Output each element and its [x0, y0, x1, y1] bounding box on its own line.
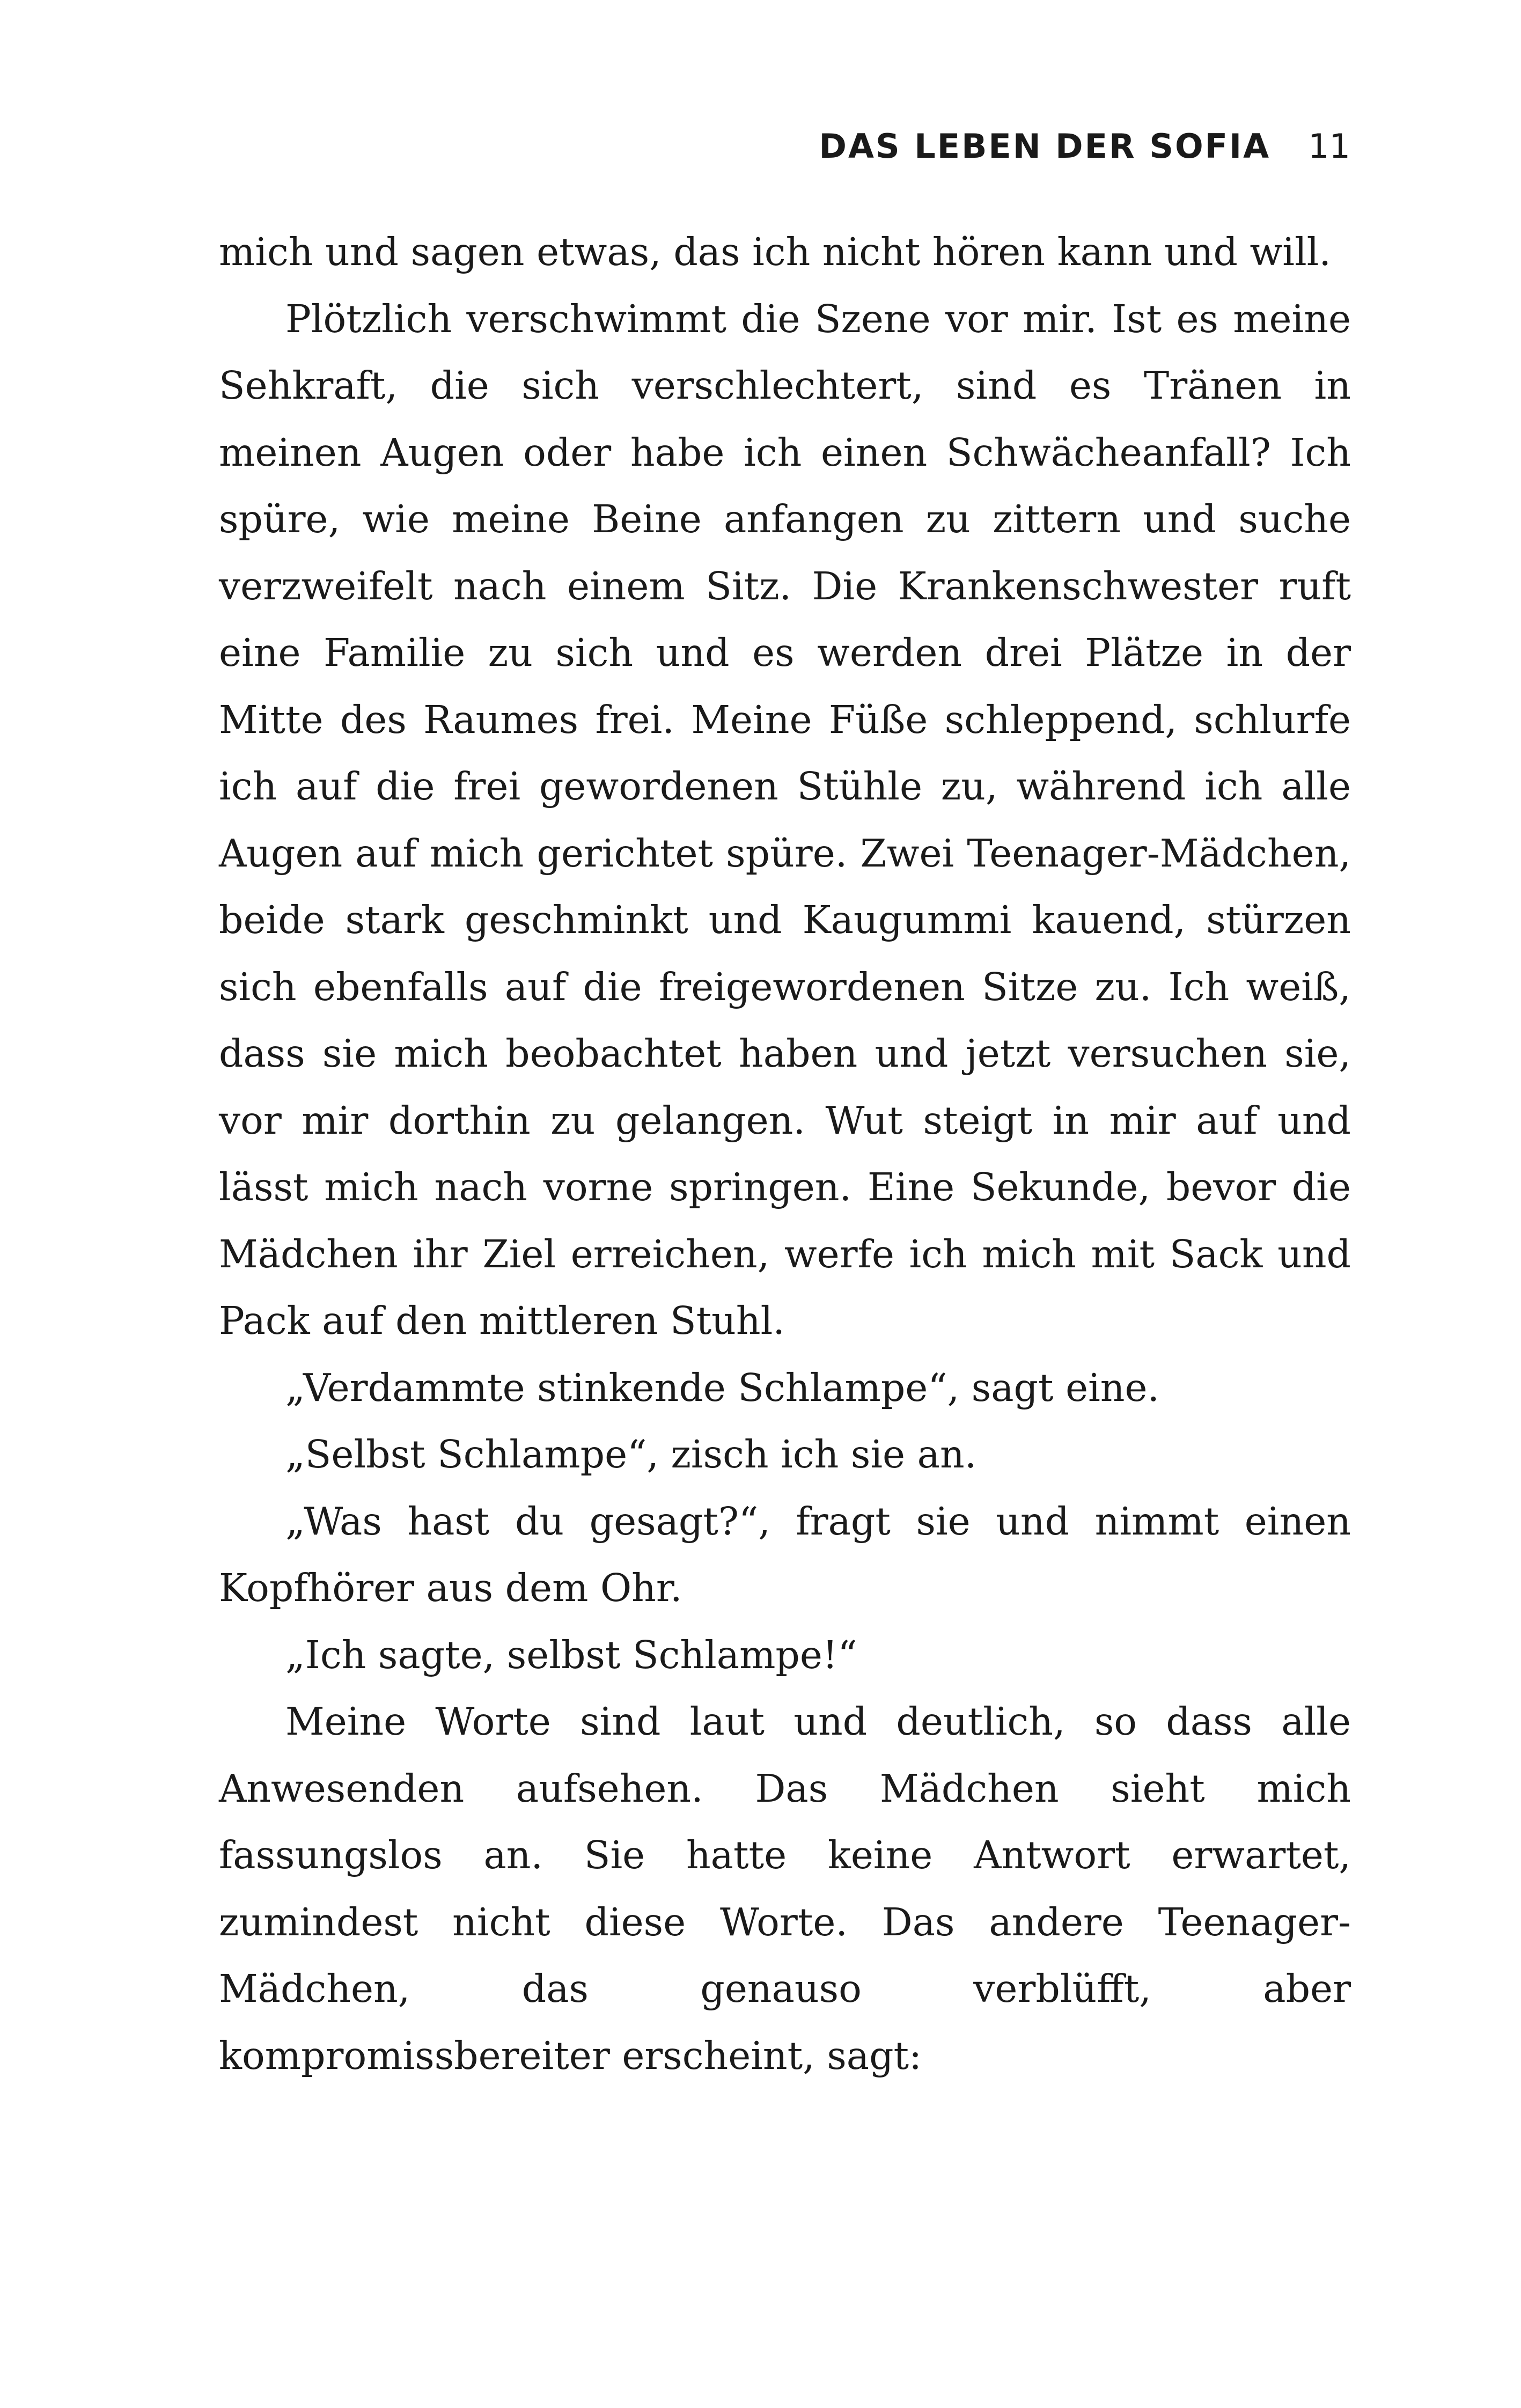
- paragraph: Meine Worte sind laut und deutlich, so dass alle Anwesenden aufsehen. Das Mädchen sieht mich fassungslos an. Sie hatte keine Antwort erwartet, zumindest nicht diese Worte. Das andere Teenager-Mädchen, das genauso verblüfft, aber kompromissbereiter erscheint, sagt:: [219, 1699, 1351, 2078]
- dialogue-line: „Selbst Schlampe“, zisch ich sie an.: [285, 1432, 977, 1477]
- page-number: 11: [1308, 126, 1350, 166]
- dialogue-line: „Was hast du gesagt?“, fragt sie und nimmt einen Kopfhörer aus dem Ohr.: [219, 1499, 1351, 1610]
- running-header: [819, 119, 1350, 173]
- dialogue-line: „Verdammte stinkende Schlampe“, sagt eine.: [285, 1365, 1160, 1410]
- running-title: DAS LEBEN DER SOFIA: [819, 126, 1271, 166]
- paragraph-continuation: mich und sagen etwas, das ich nicht hören kann und will.: [219, 230, 1331, 274]
- body-text: [219, 219, 1351, 2089]
- dialogue-line: „Ich sagte, selbst Schlampe!“: [285, 1632, 857, 1677]
- paragraph: Plötzlich verschwimmt die Szene vor mir. Ist es meine Sehkraft, die sich verschlechtert, sind es Tränen in meinen Augen oder habe ich einen Schwächeanfall? Ich spüre, wie meine Beine anfangen zu zittern und suche verzweifelt nach einem Sitz. Die Krankenschwester ruft eine Familie zu sich und es werden drei Plätze in der Mitte des Raumes frei. Meine Füße schleppend, schlurfe ich auf die frei gewordenen Stühle zu, während ich alle Augen auf mich gerichtet spüre. Zwei Teenager-Mädchen, beide stark geschminkt und Kaugummi kauend, stürzen sich ebenfalls auf die freigewordenen Sitze zu. Ich weiß, dass sie mich beobachtet haben und jetzt versuchen sie, vor mir dorthin zu gelangen. Wut steigt in mir auf und lässt mich nach vorne springen. Eine Sekunde, bevor die Mädchen ihr Ziel erreichen, werfe ich mich mit Sack und Pack auf den mittleren Stuhl.: [219, 296, 1351, 1343]
